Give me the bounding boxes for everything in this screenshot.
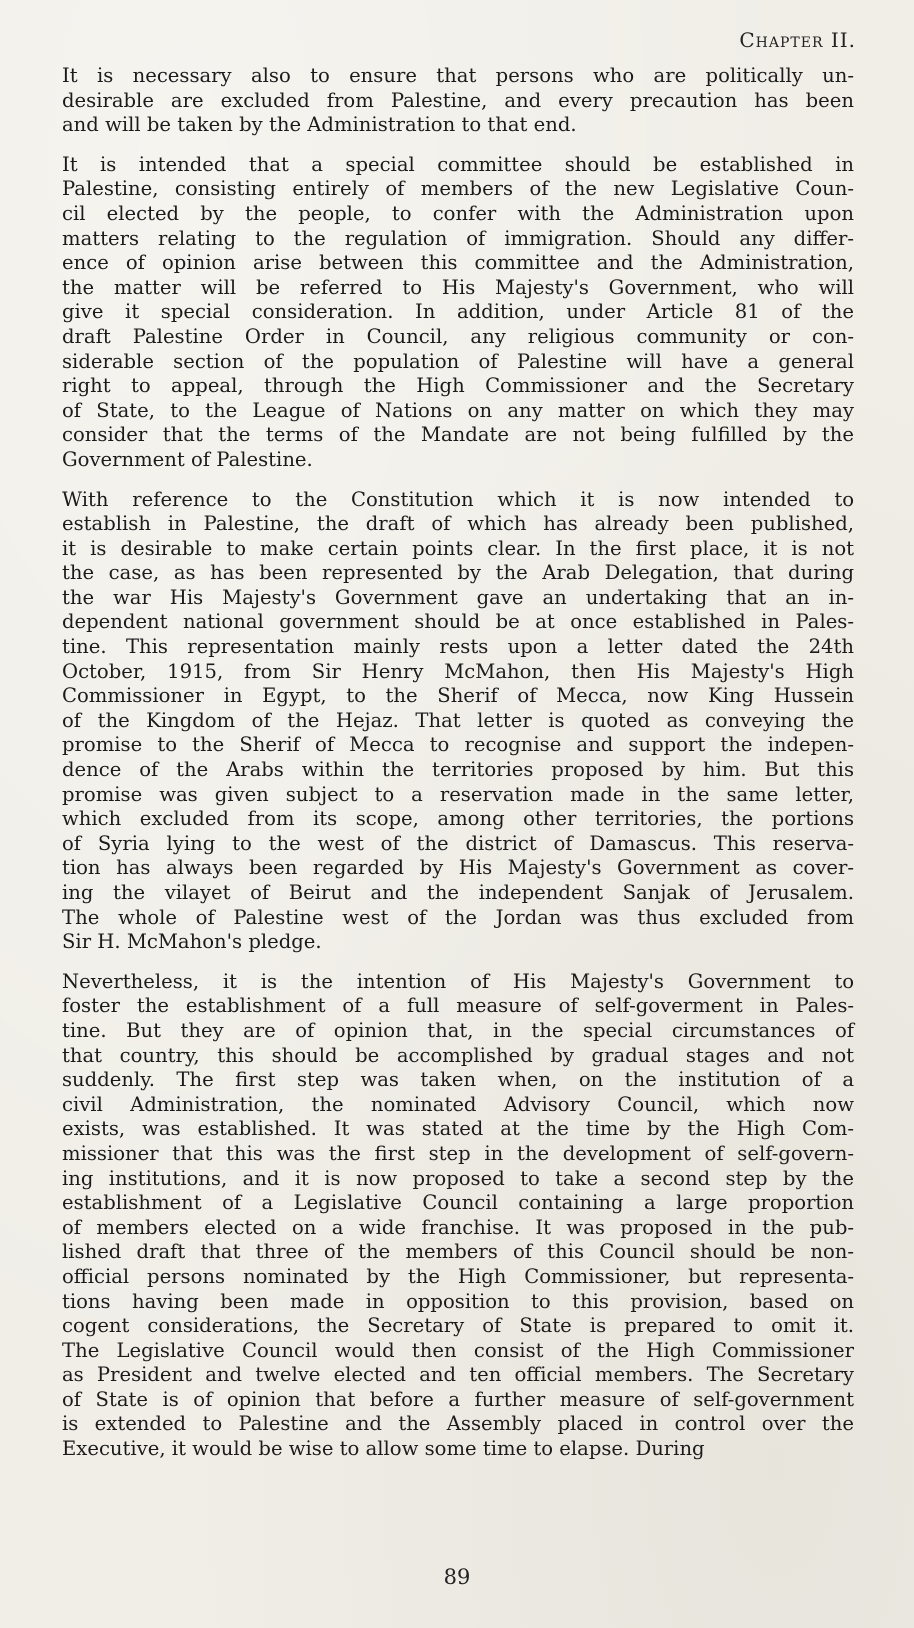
text-line: The whole of Palestine west of the Jordan was thus excluded from	[62, 905, 854, 929]
text-line: cil elected by the people, to confer with the Administration upon	[62, 201, 854, 225]
text-line: promise to the Sherif of Mecca to recognise and support the indepen-	[62, 733, 854, 757]
text-line: tions having been made in opposition to this provision, based on	[62, 1289, 854, 1313]
text-line: ence of opinion arise between this committee and the Administration,	[62, 251, 854, 275]
text-line: draft Palestine Order in Council, any religious community or con-	[62, 324, 854, 348]
text-line: establish in Palestine, the draft of which has already been published,	[62, 512, 854, 536]
paragraph	[62, 488, 854, 955]
text-line: lished draft that three of the members of this Council should be non-	[62, 1240, 854, 1264]
text-line: cogent considerations, the Secretary of State is prepared to omit it.	[62, 1314, 854, 1338]
text-line: October, 1915, from Sir Henry McMahon, then His Majesty's High	[62, 659, 854, 683]
page-number: 89	[443, 1565, 471, 1589]
text-line: siderable section of the population of Palestine will have a general	[62, 349, 854, 373]
text-line: and will be taken by the Administration to that end.	[62, 113, 577, 137]
text-line: the matter will be referred to His Majesty's Government, who will	[62, 275, 854, 299]
text-line: official persons nominated by the High Commissioner, but representa-	[62, 1264, 854, 1288]
text-line: tion has always been regarded by His Majesty's Government as cover-	[62, 856, 854, 880]
text-line: ing institutions, and it is now proposed to take a second step by the	[62, 1166, 854, 1190]
text-line: matters relating to the regulation of immigration. Should any differ-	[62, 226, 854, 250]
text-line: Executive, it would be wise to allow some time to elapse. During	[62, 1437, 705, 1461]
paragraph	[62, 970, 854, 1462]
text-line: civil Administration, the nominated Advisory Council, which now	[62, 1092, 854, 1116]
running-head	[739, 28, 856, 52]
text-line: Sir H. McMahon's pledge.	[62, 930, 322, 954]
text-line: Government of Palestine.	[62, 447, 313, 471]
text-line: as President and twelve elected and ten official members. The Secretary	[62, 1363, 854, 1387]
text-line: dependent national government should be at once established in Pales-	[62, 610, 854, 634]
text-line: It is necessary also to ensure that persons who are politically un-	[62, 64, 854, 87]
text-line: establishment of a Legislative Council containing a large proportion	[62, 1191, 854, 1215]
text-line: of members elected on a wide franchise. It was proposed in the pub-	[62, 1215, 854, 1239]
text-line: is extended to Palestine and the Assembly placed in control over the	[62, 1412, 854, 1436]
text-line: tine. This representation mainly rests upon a letter dated the 24th	[62, 635, 854, 659]
text-line: suddenly. The first step was taken when, on the institution of a	[62, 1068, 854, 1092]
body-text	[62, 64, 854, 1477]
text-line: exists, was established. It was stated at the time by the High Com-	[62, 1117, 854, 1141]
text-line: of State is of opinion that before a further measure of self-government	[62, 1387, 854, 1411]
text-line: the case, as has been represented by the Arab Delegation, that during	[62, 561, 854, 585]
text-line: With reference to the Constitution which it is now intended to	[62, 487, 854, 511]
text-line: of State, to the League of Nations on any matter on which they may	[62, 398, 854, 422]
text-line: It is intended that a special committee should be established in	[62, 152, 854, 176]
text-line: which excluded from its scope, among other territories, the portions	[62, 807, 854, 831]
text-line: The Legislative Council would then consist of the High Commissioner	[62, 1338, 854, 1362]
paragraph	[62, 64, 854, 138]
running-head-text: Chapter II.	[739, 28, 856, 52]
text-line: Palestine, consisting entirely of members of the new Legislative Coun-	[62, 177, 854, 201]
text-line: foster the establishment of a full measure of self-goverment in Pales-	[62, 994, 854, 1018]
text-line: of Syria lying to the west of the district of Damascus. This reserva-	[62, 831, 854, 855]
text-line: tine. But they are of opinion that, in the special circumstances of	[62, 1018, 854, 1042]
text-line: ing the vilayet of Beirut and the independent Sanjak of Jerusalem.	[62, 881, 854, 904]
text-line: missioner that this was the first step in the development of self-govern-	[62, 1141, 854, 1165]
text-line: desirable are excluded from Palestine, and every precaution has been	[62, 88, 854, 112]
text-line: Commissioner in Egypt, to the Sherif of Mecca, now King Hussein	[62, 684, 854, 708]
text-line: consider that the terms of the Mandate are not being fulfilled by the	[62, 423, 854, 447]
text-line: right to appeal, through the High Commissioner and the Secretary	[62, 374, 854, 398]
text-line: promise was given subject to a reservation made in the same letter,	[62, 782, 854, 806]
text-line: it is desirable to make certain points clear. In the first place, it is not	[62, 536, 854, 560]
text-line: of the Kingdom of the Hejaz. That letter is quoted as conveying the	[62, 708, 854, 732]
text-line: give it special consideration. In addition, under Article 81 of the	[62, 300, 854, 324]
text-line: that country, this should be accomplished by gradual stages and not	[62, 1043, 854, 1067]
paragraph	[62, 153, 854, 473]
text-line: Nevertheless, it is the intention of His Majesty's Government to	[62, 969, 854, 993]
text-line: dence of the Arabs within the territories proposed by him. But this	[62, 758, 854, 782]
text-line: the war His Majesty's Government gave an undertaking that an in-	[62, 585, 854, 609]
